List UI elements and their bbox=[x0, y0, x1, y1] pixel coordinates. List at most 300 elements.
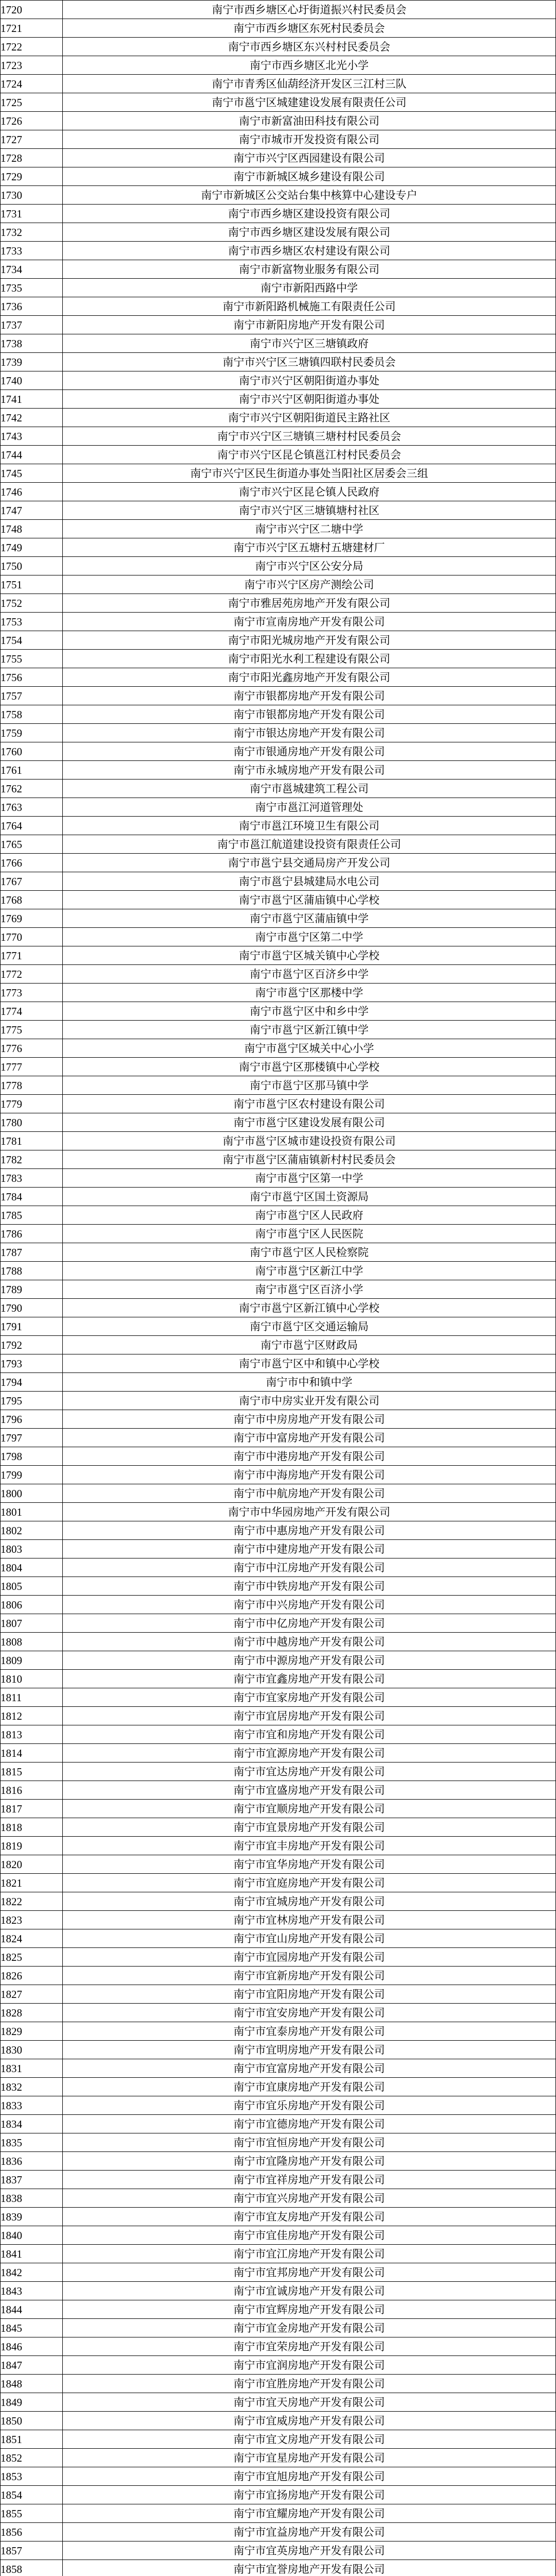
row-number-cell: 1816 bbox=[1, 1781, 63, 1800]
company-name-cell: 南宁市阳光城房地产开发有限公司 bbox=[63, 631, 556, 650]
row-number-cell: 1769 bbox=[1, 909, 63, 928]
row-number-cell: 1771 bbox=[1, 946, 63, 965]
company-name-cell: 南宁市兴宁区五塘村五塘建材厂 bbox=[63, 538, 556, 557]
table-row bbox=[1, 2319, 556, 2337]
row-number-cell: 1840 bbox=[1, 2226, 63, 2245]
row-number-cell: 1809 bbox=[1, 1651, 63, 1670]
row-number-cell: 1831 bbox=[1, 2059, 63, 2078]
table-row bbox=[1, 687, 556, 705]
table-row bbox=[1, 1392, 556, 1410]
table-row bbox=[1, 705, 556, 724]
row-number-cell: 1851 bbox=[1, 2430, 63, 2449]
row-number-cell: 1841 bbox=[1, 2245, 63, 2263]
company-name-cell: 南宁市中房房地产开发有限公司 bbox=[63, 1410, 556, 1429]
table-row bbox=[1, 891, 556, 909]
company-name-cell: 南宁市新阳西路中学 bbox=[63, 279, 556, 297]
table-row bbox=[1, 279, 556, 297]
company-name-cell: 南宁市兴宁区西园建设有限公司 bbox=[63, 149, 556, 167]
row-number-cell: 1721 bbox=[1, 19, 63, 38]
table-row bbox=[1, 1002, 556, 1021]
company-name-cell: 南宁市邕宁区中和乡中学 bbox=[63, 1002, 556, 1021]
company-name-cell: 南宁市中越房地产开发有限公司 bbox=[63, 1633, 556, 1651]
table-row bbox=[1, 1892, 556, 1911]
row-number-cell: 1766 bbox=[1, 854, 63, 872]
company-name-cell: 南宁市中和镇中学 bbox=[63, 1373, 556, 1392]
table-row bbox=[1, 872, 556, 891]
row-number-cell: 1749 bbox=[1, 538, 63, 557]
company-name-cell: 南宁市宜金房地产开发有限公司 bbox=[63, 2319, 556, 2337]
row-number-cell: 1775 bbox=[1, 1021, 63, 1039]
table-row bbox=[1, 1466, 556, 1484]
table-row bbox=[1, 779, 556, 798]
company-name-cell: 南宁市邕宁区那楼中学 bbox=[63, 984, 556, 1002]
company-name-cell: 南宁市邕宁区新江镇中心学校 bbox=[63, 1299, 556, 1317]
table-row bbox=[1, 1596, 556, 1614]
company-name-cell: 南宁市邕城建筑工程公司 bbox=[63, 779, 556, 798]
row-number-cell: 1764 bbox=[1, 817, 63, 835]
row-number-cell: 1742 bbox=[1, 409, 63, 427]
row-number-cell: 1756 bbox=[1, 668, 63, 687]
table-row bbox=[1, 2171, 556, 2189]
row-number-cell: 1820 bbox=[1, 1855, 63, 1874]
table-row bbox=[1, 798, 556, 817]
table-row bbox=[1, 1837, 556, 1855]
table-row bbox=[1, 965, 556, 984]
table-row bbox=[1, 557, 556, 575]
table-row bbox=[1, 1874, 556, 1892]
table-row bbox=[1, 242, 556, 260]
company-name-cell: 南宁市西乡塘区建设投资有限公司 bbox=[63, 205, 556, 223]
table-row bbox=[1, 1818, 556, 1837]
company-name-cell: 南宁市宜富房地产开发有限公司 bbox=[63, 2059, 556, 2078]
table-row bbox=[1, 1429, 556, 1447]
row-number-cell: 1858 bbox=[1, 2560, 63, 2576]
company-name-cell: 南宁市宜居房地产开发有限公司 bbox=[63, 1707, 556, 1725]
table-row bbox=[1, 1206, 556, 1225]
table-row bbox=[1, 1855, 556, 1874]
row-number-cell: 1746 bbox=[1, 483, 63, 501]
row-number-cell: 1787 bbox=[1, 1243, 63, 1262]
company-name-cell: 南宁市中兴房地产开发有限公司 bbox=[63, 1596, 556, 1614]
row-number-cell: 1835 bbox=[1, 2133, 63, 2152]
table-row bbox=[1, 613, 556, 631]
table-row bbox=[1, 594, 556, 613]
table-row bbox=[1, 2059, 556, 2078]
table-row bbox=[1, 446, 556, 464]
company-name-cell: 南宁市兴宁区民生街道办事处当阳社区居委会三组 bbox=[63, 464, 556, 483]
row-number-cell: 1768 bbox=[1, 891, 63, 909]
table-row bbox=[1, 1317, 556, 1336]
row-number-cell: 1720 bbox=[1, 1, 63, 19]
row-number-cell: 1856 bbox=[1, 2523, 63, 2541]
row-number-cell: 1845 bbox=[1, 2319, 63, 2337]
company-name-cell: 南宁市宜山房地产开发有限公司 bbox=[63, 1929, 556, 1948]
row-number-cell: 1734 bbox=[1, 260, 63, 279]
row-number-cell: 1754 bbox=[1, 631, 63, 650]
company-name-cell: 南宁市宜旭房地产开发有限公司 bbox=[63, 2467, 556, 2486]
company-name-cell: 南宁市宜安房地产开发有限公司 bbox=[63, 2004, 556, 2022]
table-row bbox=[1, 316, 556, 334]
row-number-cell: 1750 bbox=[1, 557, 63, 575]
company-name-cell: 南宁市中源房地产开发有限公司 bbox=[63, 1651, 556, 1670]
row-number-cell: 1767 bbox=[1, 872, 63, 891]
row-number-cell: 1801 bbox=[1, 1503, 63, 1521]
row-number-cell: 1798 bbox=[1, 1447, 63, 1466]
table-row bbox=[1, 205, 556, 223]
row-number-cell: 1760 bbox=[1, 742, 63, 761]
table-row bbox=[1, 371, 556, 390]
company-name-cell: 南宁市宜江房地产开发有限公司 bbox=[63, 2245, 556, 2263]
row-number-cell: 1802 bbox=[1, 1521, 63, 1540]
company-name-cell: 南宁市宜荣房地产开发有限公司 bbox=[63, 2337, 556, 2356]
table-row bbox=[1, 1800, 556, 1818]
row-number-cell: 1770 bbox=[1, 928, 63, 946]
row-number-cell: 1739 bbox=[1, 353, 63, 371]
table-row bbox=[1, 761, 556, 779]
company-name-cell: 南宁市宜誉房地产开发有限公司 bbox=[63, 2560, 556, 2576]
company-name-cell: 南宁市邕宁区农村建设有限公司 bbox=[63, 1095, 556, 1113]
table-row bbox=[1, 1280, 556, 1299]
company-name-cell: 南宁市邕宁区蒲庙镇新村村民委员会 bbox=[63, 1150, 556, 1169]
table-row bbox=[1, 854, 556, 872]
row-number-cell: 1733 bbox=[1, 242, 63, 260]
company-name-cell: 南宁市邕宁区百济乡中学 bbox=[63, 965, 556, 984]
row-number-cell: 1794 bbox=[1, 1373, 63, 1392]
table-row bbox=[1, 1651, 556, 1670]
table-row bbox=[1, 2541, 556, 2560]
row-number-cell: 1745 bbox=[1, 464, 63, 483]
company-name-cell: 南宁市邕宁县交通局房产开发公司 bbox=[63, 854, 556, 872]
company-name-cell: 南宁市邕宁区蒲庙镇中心学校 bbox=[63, 891, 556, 909]
table-row bbox=[1, 427, 556, 446]
company-name-cell: 南宁市宜城房地产开发有限公司 bbox=[63, 1892, 556, 1911]
table-row bbox=[1, 1039, 556, 1058]
row-number-cell: 1793 bbox=[1, 1354, 63, 1373]
row-number-cell: 1827 bbox=[1, 1985, 63, 2004]
table-row bbox=[1, 1132, 556, 1150]
row-number-cell: 1729 bbox=[1, 167, 63, 186]
table-row bbox=[1, 2523, 556, 2541]
table-row bbox=[1, 2152, 556, 2171]
row-number-cell: 1789 bbox=[1, 1280, 63, 1299]
company-name-cell: 南宁市宜扬房地产开发有限公司 bbox=[63, 2486, 556, 2504]
table-row bbox=[1, 186, 556, 205]
row-number-cell: 1759 bbox=[1, 724, 63, 742]
row-number-cell: 1724 bbox=[1, 75, 63, 93]
table-row bbox=[1, 1633, 556, 1651]
row-number-cell: 1735 bbox=[1, 279, 63, 297]
company-name-cell: 南宁市宜德房地产开发有限公司 bbox=[63, 2115, 556, 2133]
row-number-cell: 1796 bbox=[1, 1410, 63, 1429]
table-row bbox=[1, 2467, 556, 2486]
company-name-cell: 南宁市邕宁区人民政府 bbox=[63, 1206, 556, 1225]
row-number-cell: 1785 bbox=[1, 1206, 63, 1225]
company-name-cell: 南宁市宜诚房地产开发有限公司 bbox=[63, 2282, 556, 2300]
table-row bbox=[1, 2096, 556, 2115]
row-number-cell: 1844 bbox=[1, 2300, 63, 2319]
company-name-cell: 南宁市新富油田科技有限公司 bbox=[63, 112, 556, 130]
table-row bbox=[1, 1021, 556, 1039]
table-row bbox=[1, 1744, 556, 1762]
row-number-cell: 1738 bbox=[1, 334, 63, 353]
company-name-cell: 南宁市宜丰房地产开发有限公司 bbox=[63, 1837, 556, 1855]
table-row bbox=[1, 1911, 556, 1929]
company-name-cell: 南宁市雅居苑房地产开发有限公司 bbox=[63, 594, 556, 613]
table-row bbox=[1, 2300, 556, 2319]
table-row bbox=[1, 520, 556, 538]
company-name-cell: 南宁市邕宁区交通运输局 bbox=[63, 1317, 556, 1336]
row-number-cell: 1740 bbox=[1, 371, 63, 390]
company-name-cell: 南宁市邕江航道建设投资有限责任公司 bbox=[63, 835, 556, 854]
row-number-cell: 1842 bbox=[1, 2263, 63, 2282]
table-row bbox=[1, 38, 556, 56]
company-name-cell: 南宁市邕宁区蒲庙镇中学 bbox=[63, 909, 556, 928]
table-row bbox=[1, 650, 556, 668]
company-name-cell: 南宁市邕宁区人民医院 bbox=[63, 1225, 556, 1243]
company-name-cell: 南宁市兴宁区三塘镇塘村社区 bbox=[63, 501, 556, 520]
company-name-cell: 南宁市青秀区仙葫经济开发区三江村三队 bbox=[63, 75, 556, 93]
table-row bbox=[1, 1, 556, 19]
company-name-cell: 南宁市宣南房地产开发有限公司 bbox=[63, 613, 556, 631]
table-row bbox=[1, 724, 556, 742]
table-row bbox=[1, 112, 556, 130]
company-name-cell: 南宁市邕宁区城建建设发展有限责任公司 bbox=[63, 93, 556, 112]
company-name-cell: 南宁市兴宁区朝阳街道民主路社区 bbox=[63, 409, 556, 427]
table-row bbox=[1, 1503, 556, 1521]
company-name-cell: 南宁市邕宁区建设发展有限公司 bbox=[63, 1113, 556, 1132]
company-name-cell: 南宁市宜达房地产开发有限公司 bbox=[63, 1762, 556, 1781]
row-number-cell: 1772 bbox=[1, 965, 63, 984]
row-number-cell: 1747 bbox=[1, 501, 63, 520]
company-name-cell: 南宁市宜乐房地产开发有限公司 bbox=[63, 2096, 556, 2115]
company-name-cell: 南宁市宜润房地产开发有限公司 bbox=[63, 2356, 556, 2375]
table-row bbox=[1, 2430, 556, 2449]
row-number-cell: 1757 bbox=[1, 687, 63, 705]
company-name-cell: 南宁市宜益房地产开发有限公司 bbox=[63, 2523, 556, 2541]
row-number-cell: 1838 bbox=[1, 2189, 63, 2208]
row-number-cell: 1774 bbox=[1, 1002, 63, 1021]
company-name-cell: 南宁市宜佳房地产开发有限公司 bbox=[63, 2226, 556, 2245]
table-row bbox=[1, 260, 556, 279]
table-row bbox=[1, 2412, 556, 2430]
company-name-cell: 南宁市宜盛房地产开发有限公司 bbox=[63, 1781, 556, 1800]
table-row bbox=[1, 1781, 556, 1800]
table-row bbox=[1, 1354, 556, 1373]
table-row bbox=[1, 1262, 556, 1280]
row-number-cell: 1805 bbox=[1, 1577, 63, 1596]
company-name-cell: 南宁市兴宁区三塘镇政府 bbox=[63, 334, 556, 353]
company-name-cell: 南宁市西乡塘区农村建设有限公司 bbox=[63, 242, 556, 260]
table-row bbox=[1, 2263, 556, 2282]
row-number-cell: 1818 bbox=[1, 1818, 63, 1837]
company-name-cell: 南宁市城市开发投资有限公司 bbox=[63, 130, 556, 149]
row-number-cell: 1784 bbox=[1, 1188, 63, 1206]
table-row bbox=[1, 19, 556, 38]
company-name-cell: 南宁市银都房地产开发有限公司 bbox=[63, 687, 556, 705]
company-name-cell: 南宁市邕宁区那马镇中学 bbox=[63, 1076, 556, 1095]
row-number-cell: 1783 bbox=[1, 1169, 63, 1188]
row-number-cell: 1800 bbox=[1, 1484, 63, 1503]
row-number-cell: 1791 bbox=[1, 1317, 63, 1336]
row-number-cell: 1732 bbox=[1, 223, 63, 242]
company-name-cell: 南宁市中航房地产开发有限公司 bbox=[63, 1484, 556, 1503]
company-name-cell: 南宁市宜祥房地产开发有限公司 bbox=[63, 2171, 556, 2189]
row-number-cell: 1813 bbox=[1, 1725, 63, 1744]
company-name-cell: 南宁市西乡塘区建设发展有限公司 bbox=[63, 223, 556, 242]
row-number-cell: 1826 bbox=[1, 1967, 63, 1985]
company-name-cell: 南宁市中建房地产开发有限公司 bbox=[63, 1540, 556, 1558]
row-number-cell: 1797 bbox=[1, 1429, 63, 1447]
company-name-cell: 南宁市宜鑫房地产开发有限公司 bbox=[63, 1670, 556, 1688]
row-number-cell: 1850 bbox=[1, 2412, 63, 2430]
row-number-cell: 1725 bbox=[1, 93, 63, 112]
table-row bbox=[1, 1188, 556, 1206]
row-number-cell: 1726 bbox=[1, 112, 63, 130]
table-row bbox=[1, 1113, 556, 1132]
table-row bbox=[1, 75, 556, 93]
table-row bbox=[1, 2208, 556, 2226]
row-number-cell: 1762 bbox=[1, 779, 63, 798]
company-name-cell: 南宁市西乡塘区东兴村村民委员会 bbox=[63, 38, 556, 56]
table-row bbox=[1, 2245, 556, 2263]
company-name-cell: 南宁市宜兴房地产开发有限公司 bbox=[63, 2189, 556, 2208]
table-row bbox=[1, 93, 556, 112]
company-name-cell: 南宁市兴宁区三塘镇四联村民委员会 bbox=[63, 353, 556, 371]
table-row bbox=[1, 1299, 556, 1317]
table-row bbox=[1, 2226, 556, 2245]
table-row bbox=[1, 1243, 556, 1262]
table-row bbox=[1, 2115, 556, 2133]
row-number-cell: 1730 bbox=[1, 186, 63, 205]
row-number-cell: 1848 bbox=[1, 2375, 63, 2393]
table-row bbox=[1, 1150, 556, 1169]
row-number-cell: 1834 bbox=[1, 2115, 63, 2133]
table-row bbox=[1, 149, 556, 167]
company-name-cell: 南宁市宜源房地产开发有限公司 bbox=[63, 1744, 556, 1762]
table-row bbox=[1, 130, 556, 149]
row-number-cell: 1819 bbox=[1, 1837, 63, 1855]
company-name-cell: 南宁市宜家房地产开发有限公司 bbox=[63, 1688, 556, 1707]
company-name-cell: 南宁市兴宁区昆仑镇邕江村村民委员会 bbox=[63, 446, 556, 464]
company-name-cell: 南宁市宜英房地产开发有限公司 bbox=[63, 2541, 556, 2560]
row-number-cell: 1814 bbox=[1, 1744, 63, 1762]
table-row bbox=[1, 501, 556, 520]
company-name-cell: 南宁市邕宁区城关中心小学 bbox=[63, 1039, 556, 1058]
company-name-cell: 南宁市银达房地产开发有限公司 bbox=[63, 724, 556, 742]
table-row bbox=[1, 2356, 556, 2375]
company-name-cell: 南宁市中江房地产开发有限公司 bbox=[63, 1558, 556, 1577]
company-name-cell: 南宁市兴宁区房产测绘公司 bbox=[63, 575, 556, 594]
table-row bbox=[1, 2133, 556, 2152]
row-number-cell: 1795 bbox=[1, 1392, 63, 1410]
company-name-cell: 南宁市邕宁区国土资源局 bbox=[63, 1188, 556, 1206]
row-number-cell: 1823 bbox=[1, 1911, 63, 1929]
row-number-cell: 1836 bbox=[1, 2152, 63, 2171]
company-name-cell: 南宁市宜隆房地产开发有限公司 bbox=[63, 2152, 556, 2171]
table-row bbox=[1, 409, 556, 427]
table-row bbox=[1, 2504, 556, 2523]
row-number-cell: 1776 bbox=[1, 1039, 63, 1058]
table-row bbox=[1, 946, 556, 965]
row-number-cell: 1849 bbox=[1, 2393, 63, 2412]
company-name-cell: 南宁市宜邦房地产开发有限公司 bbox=[63, 2263, 556, 2282]
company-name-cell: 南宁市兴宁区朝阳街道办事处 bbox=[63, 390, 556, 409]
row-number-cell: 1765 bbox=[1, 835, 63, 854]
company-name-cell: 南宁市新富物业服务有限公司 bbox=[63, 260, 556, 279]
table-row bbox=[1, 334, 556, 353]
table-row bbox=[1, 1169, 556, 1188]
table-row bbox=[1, 464, 556, 483]
company-name-cell: 南宁市宜恒房地产开发有限公司 bbox=[63, 2133, 556, 2152]
row-number-cell: 1804 bbox=[1, 1558, 63, 1577]
table-row bbox=[1, 1670, 556, 1688]
company-name-cell: 南宁市宜友房地产开发有限公司 bbox=[63, 2208, 556, 2226]
row-number-cell: 1857 bbox=[1, 2541, 63, 2560]
table-row bbox=[1, 2449, 556, 2467]
company-name-cell: 南宁市宜泰房地产开发有限公司 bbox=[63, 2022, 556, 2041]
table-row bbox=[1, 2393, 556, 2412]
company-name-cell: 南宁市宜康房地产开发有限公司 bbox=[63, 2078, 556, 2096]
company-name-cell: 南宁市中亿房地产开发有限公司 bbox=[63, 1614, 556, 1633]
company-name-cell: 南宁市宜和房地产开发有限公司 bbox=[63, 1725, 556, 1744]
company-name-cell: 南宁市宜园房地产开发有限公司 bbox=[63, 1948, 556, 1967]
row-number-cell: 1786 bbox=[1, 1225, 63, 1243]
row-number-cell: 1817 bbox=[1, 1800, 63, 1818]
table-row bbox=[1, 483, 556, 501]
company-name-cell: 南宁市宜星房地产开发有限公司 bbox=[63, 2449, 556, 2467]
company-name-cell: 南宁市邕宁区百济小学 bbox=[63, 1280, 556, 1299]
row-number-cell: 1843 bbox=[1, 2282, 63, 2300]
row-number-cell: 1755 bbox=[1, 650, 63, 668]
company-name-cell: 南宁市中海房地产开发有限公司 bbox=[63, 1466, 556, 1484]
table-row bbox=[1, 390, 556, 409]
company-name-cell: 南宁市银通房地产开发有限公司 bbox=[63, 742, 556, 761]
table-row bbox=[1, 2189, 556, 2208]
row-number-cell: 1763 bbox=[1, 798, 63, 817]
table-row bbox=[1, 928, 556, 946]
company-name-cell: 南宁市兴宁区朝阳街道办事处 bbox=[63, 371, 556, 390]
row-number-cell: 1727 bbox=[1, 130, 63, 149]
company-name-cell: 南宁市西乡塘区心圩街道振兴村民委员会 bbox=[63, 1, 556, 19]
table-row bbox=[1, 668, 556, 687]
company-name-cell: 南宁市新阳路机械施工有限责任公司 bbox=[63, 297, 556, 316]
row-number-cell: 1792 bbox=[1, 1336, 63, 1354]
company-name-cell: 南宁市宜庭房地产开发有限公司 bbox=[63, 1874, 556, 1892]
row-number-cell: 1839 bbox=[1, 2208, 63, 2226]
company-name-cell: 南宁市兴宁区二塘中学 bbox=[63, 520, 556, 538]
company-name-cell: 南宁市邕宁区中和镇中心学校 bbox=[63, 1354, 556, 1373]
row-number-cell: 1815 bbox=[1, 1762, 63, 1781]
company-name-cell: 南宁市新城区公交站台集中核算中心建设专户 bbox=[63, 186, 556, 205]
row-number-cell: 1811 bbox=[1, 1688, 63, 1707]
row-number-cell: 1807 bbox=[1, 1614, 63, 1633]
row-number-cell: 1829 bbox=[1, 2022, 63, 2041]
row-number-cell: 1846 bbox=[1, 2337, 63, 2356]
company-name-cell: 南宁市邕江环境卫生有限公司 bbox=[63, 817, 556, 835]
row-number-cell: 1788 bbox=[1, 1262, 63, 1280]
company-name-cell: 南宁市邕宁区人民检察院 bbox=[63, 1243, 556, 1262]
company-name-cell: 南宁市中房实业开发有限公司 bbox=[63, 1392, 556, 1410]
row-number-cell: 1824 bbox=[1, 1929, 63, 1948]
table-row bbox=[1, 2004, 556, 2022]
table-row bbox=[1, 631, 556, 650]
table-row bbox=[1, 1410, 556, 1429]
row-number-cell: 1852 bbox=[1, 2449, 63, 2467]
table-row bbox=[1, 742, 556, 761]
company-name-cell: 南宁市宜辉房地产开发有限公司 bbox=[63, 2300, 556, 2319]
table-row bbox=[1, 167, 556, 186]
table-row bbox=[1, 2486, 556, 2504]
